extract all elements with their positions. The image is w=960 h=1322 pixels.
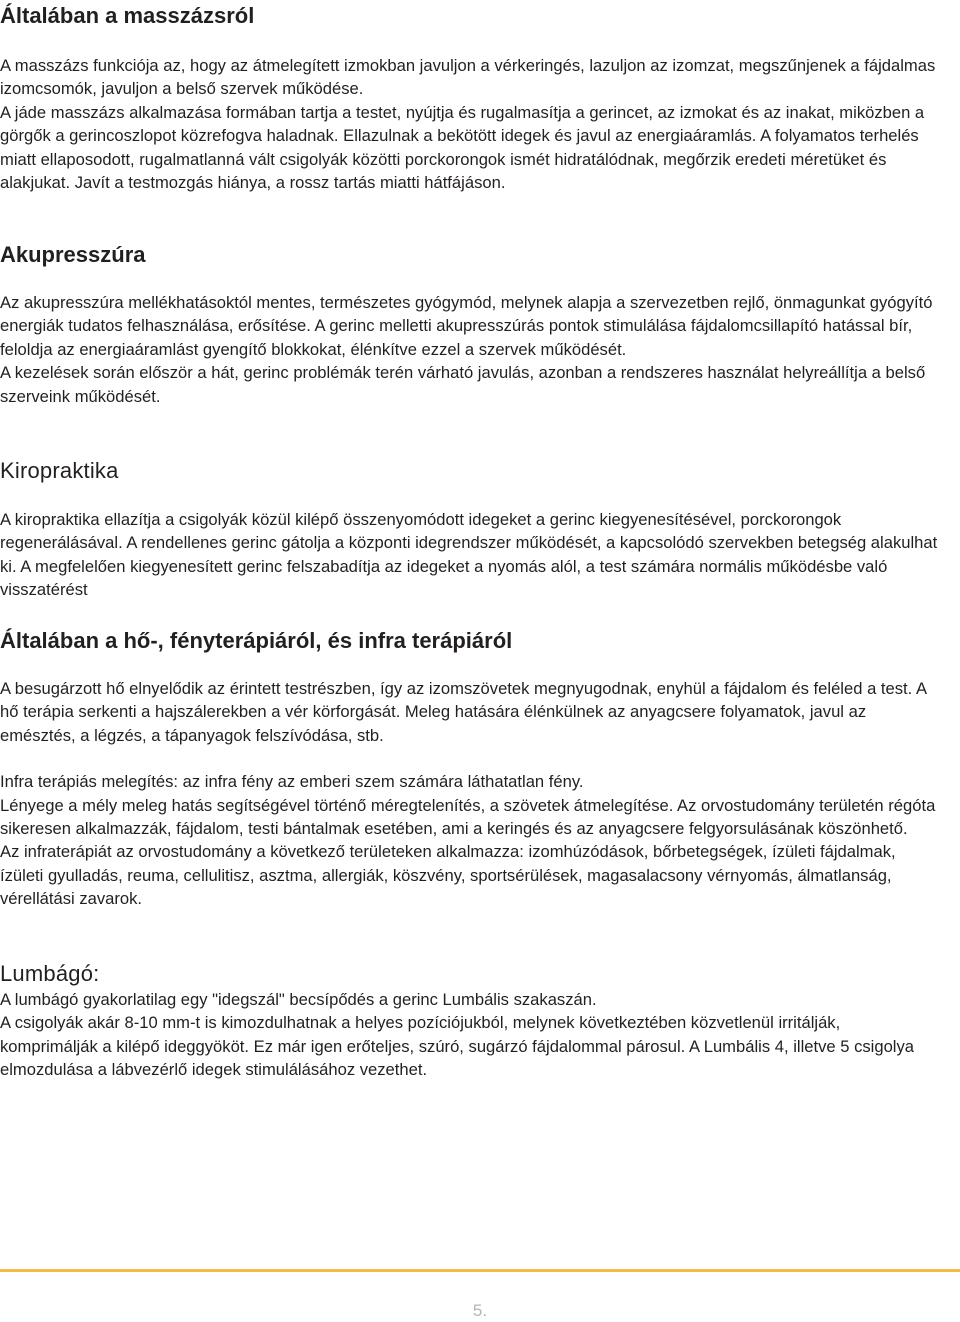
paragraph-kiropraktika: A kiropraktika ellazítja a csigolyák közül kilépő összenyomódott idegeket a gerinc kiegyenesítésével, porckorongok regenerálásával. A rendellenes gerinc gátolja a központi idegrendszer működését, a kapcsolódó szervekben betegség alakulhat ki. A megfelelően kiegyenesített gerinc felszabadítja az idegeket a nyomás alól, a test számára normális működésbe való visszatérést xyxy=(0,510,938,600)
section-title-kiropraktika: Kiropraktika xyxy=(0,458,119,483)
paragraph-lumbago-1: A lumbágó gyakorlatilag egy "idegszál" becsípődés a gerinc Lumbális szakaszán. xyxy=(0,990,597,1009)
section-title-lumbago: Lumbágó: xyxy=(0,961,100,986)
section-kiropraktika xyxy=(0,457,940,602)
page-number: 5. xyxy=(472,1301,488,1320)
paragraph-hoterapia-4: Az infraterápiát az orvostudomány a következő területeken alkalmazza: izomhúzódások, bőrbetegségek, ízületi fájdalmak, ízületi gyulladás, reuma, cellulitisz, asztma, allergiák, köszvény, sportsérülések, magasalacsony vérnyomás, álmatlanság, vérellátási zavarok. xyxy=(0,842,896,909)
footer-divider xyxy=(0,1269,960,1272)
section-hoterapia xyxy=(0,627,940,911)
paragraph-masszazs: A masszázs funkciója az, hogy az átmelegített izmokban javuljon a vérkeringés, lazuljon az izomzat, megszűnjenek a fájdalmas izomcsomók, javuljon a belső szervek működése. A jáde masszázs alkalmazása formában tartja a testet, nyújtja és rugalmasítja a gerincet, az izmokat és az inakat, miközben a görgők a gerincoszlopot közrefogva haladnak. Ellazulnak a bekötött idegek és javul az energiaáramlás. A folyamatos terhelés miatt ellaposodott, rugalmatlanná vált csigolyák közötti porckorongok ismét hidratálódnak, megőrzik eredeti méretüket és alakjukat. Javít a testmozgás hiánya, a rossz tartás miatti hátfájáson. xyxy=(0,56,936,193)
section-title-hoterapia: Általában a hő-, fényterápiáról, és infra terápiáról xyxy=(0,628,513,653)
paragraph-hoterapia-3: Lényege a mély meleg hatás segítségével történő méregtelenítés, a szövetek átmelegítése. Az orvostudomány területén régóta sikeresen alkalmazzák, fájdalom, testi bántalmak esetében, ami a keringés és az anyagcsere felgyorsulásának köszönhető. xyxy=(0,795,936,839)
paragraph-lumbago-2: A csigolyák akár 8-10 mm-t is kimozdulhatnak a helyes pozíciójukból, melynek következtében közvetlenül irritálják, komprimálják a kilépő ideggyököt. Ez már igen erőteljes, szúró, sugárzó fájdalommal párosul. A Lumbális 4, illetve 5 csigolya elmozdulása a lábvezérlő idegek stimulálásához vezethet. xyxy=(0,1013,915,1080)
section-title-masszazs: Általában a masszázsról xyxy=(0,3,255,28)
paragraph-akupresszura-2: A kezelések során először a hát, gerinc problémák terén várható javulás, azonban a rendszeres használat helyreállítja a belső szerveink működését. xyxy=(0,363,926,406)
paragraph-akupresszura-1: Az akupresszúra mellékhatásoktól mentes, természetes gyógymód, melynek alapja a szervezetben rejlő, önmagunkat gyógyító energiák tudatos felhasználása, erősítése. A gerinc melletti akupresszúrás pontok stimulálása fájdalomcsillapító hatással bír, feloldja az energiaáramlást gyengítő blokkokat, élénkítve ezzel a szervek működését. xyxy=(0,293,933,359)
section-akupresszura xyxy=(0,241,940,408)
section-lumbago xyxy=(0,960,940,1082)
paragraph-hoterapia-2: Infra terápiás melegítés: az infra fény az emberi szem számára láthatatlan fény. xyxy=(0,772,584,792)
section-title-akupresszura: Akupresszúra xyxy=(0,242,146,267)
section-masszazs xyxy=(0,2,940,194)
paragraph-hoterapia-1: A besugárzott hő elnyelődik az érintett testrészben, így az izomszövetek megnyugodnak, enyhül a fájdalom és feléled a test. A hő terápia serkenti a hajszálerekben a vér körforgását. Meleg hatására élénkülnek az anyagcsere folyamatok, javul az emésztés, a légzés, a tápanyagok felszívódása, stb. xyxy=(0,679,927,745)
